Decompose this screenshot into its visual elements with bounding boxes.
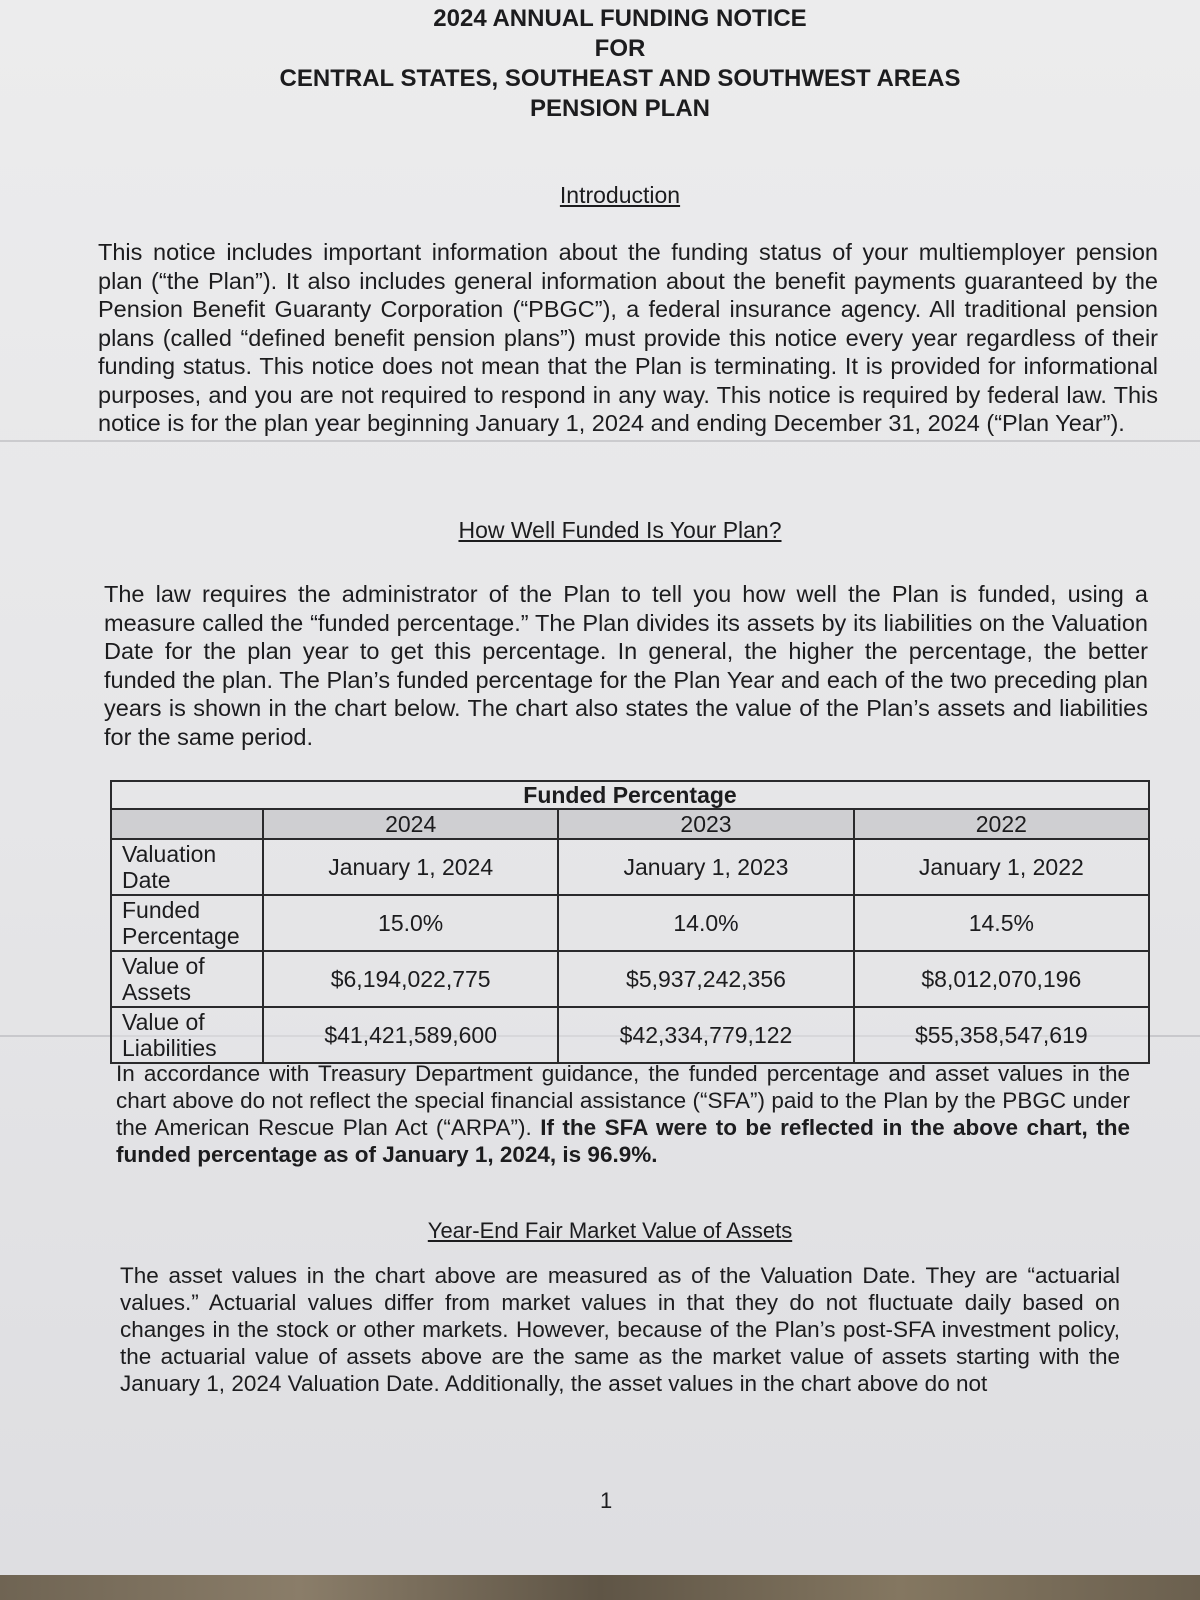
notice-title-line-4: PENSION PLAN: [529, 95, 711, 122]
funded-paragraph: The law requires the administrator of the Plan to tell you how well the Plan is funded, using a measure called the “funded percentage.” The Plan divides its assets by its liabilities on the Valuation Date for the plan year to get this percentage. In general, the higher the percentage, the better funded the plan. The Plan’s funded percentage for the Plan Year and each of the two preceding plan years is shown in the chart below. The chart also states the value of the Plan’s assets and liabilities for the same period.: [104, 581, 1148, 750]
sfa-note-bold-text: If the SFA were to be reflected in the above chart, the funded percentage as of January 1, 2024, is 96.9%.: [116, 1115, 1130, 1167]
value-of-liabilities-2024: $41,421,589,600: [263, 1007, 558, 1063]
introduction-paragraph: This notice includes important information about the funding status of your multiemployer pension plan (“the Plan”). It also includes general information about the benefit payments guaranteed by the Pension Benefit Guaranty Corporation (“PBGC”), a federal insurance agency. All traditional pension plans (called “defined benefit pension plans”) must provide this notice every year regardless of their funding status. This notice does not mean that the Plan is terminating. It is provided for informational purposes, and you are not required to respond in any way. This notice is required by federal law. This notice is for the plan year beginning January 1, 2024 and ending December 31, 2024 (“Plan Year”).: [98, 239, 1158, 436]
row-label-valuation-date: Valuation Date: [111, 839, 263, 895]
table-surface-background: [0, 1575, 1200, 1600]
funded-heading: How Well Funded Is Your Plan?: [458, 517, 782, 543]
value-of-assets-2024: $6,194,022,775: [263, 951, 558, 1007]
table-row: [111, 1007, 1149, 1063]
valuation-date-2024: January 1, 2024: [263, 839, 558, 895]
value-of-liabilities-2022: $55,358,547,619: [854, 1007, 1149, 1063]
page-number: 1: [600, 1488, 613, 1513]
table-header-row: [111, 809, 1149, 839]
valuation-date-2022: January 1, 2022: [854, 839, 1149, 895]
value-of-liabilities-2023: $42,334,779,122: [558, 1007, 853, 1063]
notice-title-line-3: CENTRAL STATES, SOUTHEAST AND SOUTHWEST AREAS: [279, 65, 961, 92]
table-row: [111, 951, 1149, 1007]
value-of-assets-2022: $8,012,070,196: [854, 951, 1149, 1007]
table-corner-cell: [111, 809, 263, 839]
valuation-date-2023: January 1, 2023: [558, 839, 853, 895]
funded-percentage-2022: 14.5%: [854, 895, 1149, 951]
market-value-heading: Year-End Fair Market Value of Assets: [427, 1218, 793, 1243]
notice-title-line-1: 2024 ANNUAL FUNDING NOTICE: [433, 5, 807, 32]
row-label-funded-percentage: Funded Percentage: [111, 895, 263, 951]
notice-title-line-2: FOR: [594, 35, 646, 62]
introduction-heading: Introduction: [559, 182, 681, 208]
row-label-value-of-liabilities: Value of Liabilities: [111, 1007, 263, 1063]
sfa-note-paragraph: [116, 1060, 1130, 1168]
funded-percentage-table: [110, 780, 1150, 1064]
table-row: [111, 895, 1149, 951]
table-row: [111, 839, 1149, 895]
market-value-paragraph: The asset values in the chart above are measured as of the Valuation Date. They are “actuarial values.” Actuarial values differ from market values in that they do not fluctuate daily based on changes in the stock or other markets. However, because of the Plan’s post-SFA investment policy, the actuarial value of assets above are the same as the market value of assets starting with the January 1, 2024 Valuation Date. Additionally, the asset values in the chart above do not: [120, 1263, 1120, 1396]
column-header-2024: 2024: [263, 809, 558, 839]
column-header-2023: 2023: [558, 809, 853, 839]
row-label-value-of-assets: Value of Assets: [111, 951, 263, 1007]
funded-percentage-2024: 15.0%: [263, 895, 558, 951]
funded-percentage-2023: 14.0%: [558, 895, 853, 951]
paper-fold: [0, 440, 1200, 442]
sfa-note-text: In accordance with Treasury Department guidance, the funded percentage and asset values in the chart above do not reflect the special financial assistance (“SFA”) paid to the Plan by the PBGC under the American Rescue Plan Act (“ARPA”).: [116, 1061, 1130, 1140]
value-of-assets-2023: $5,937,242,356: [558, 951, 853, 1007]
table-title: Funded Percentage: [111, 781, 1149, 809]
column-header-2022: 2022: [854, 809, 1149, 839]
